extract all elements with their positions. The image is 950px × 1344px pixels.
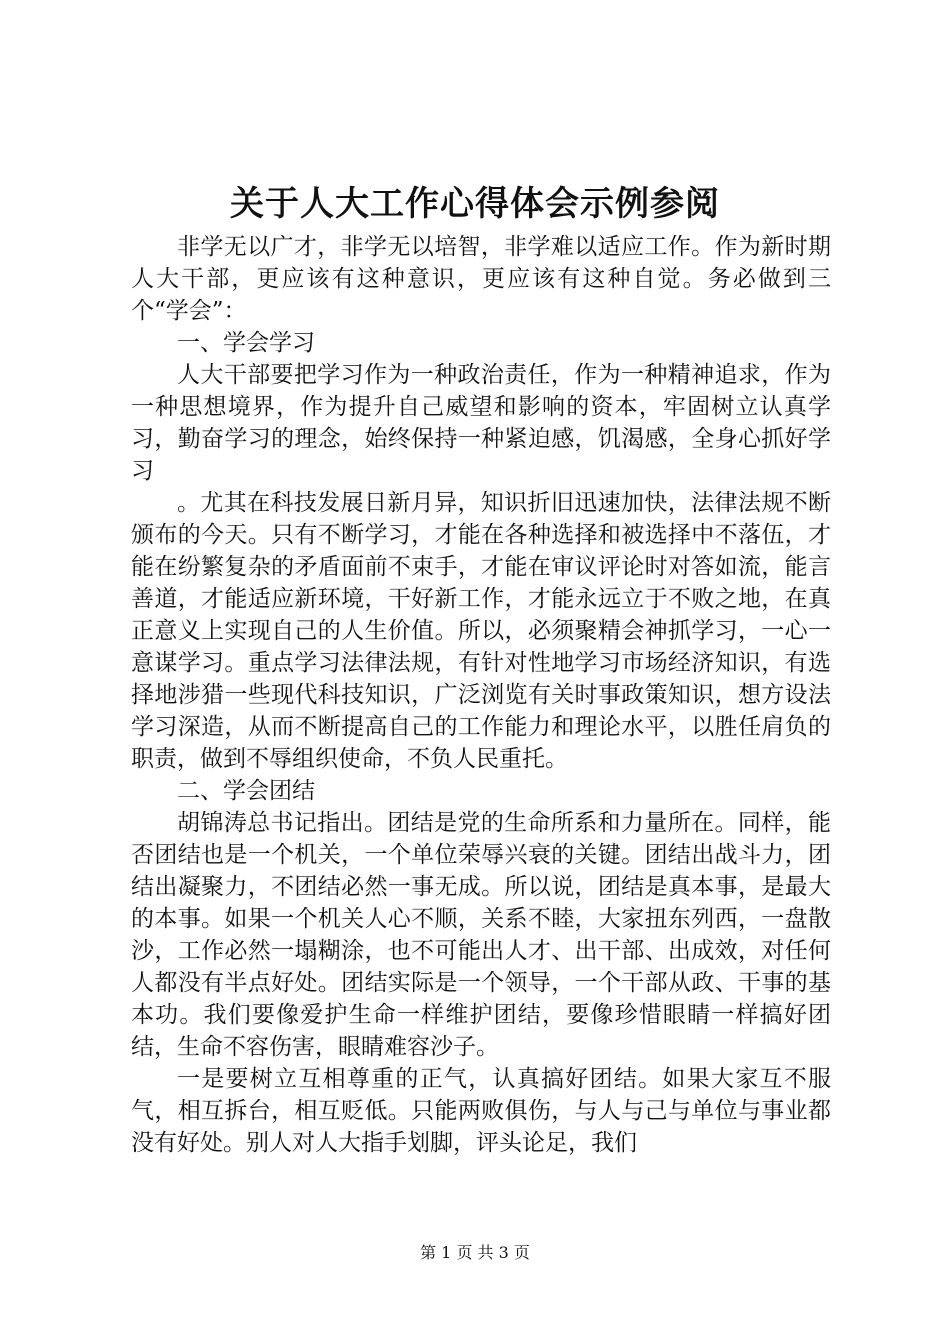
paragraph-unity-2: 一是要树立互相尊重的正气，认真搞好团结。如果大家互不服气，相互拆台，相互贬低。只能两败俱伤，与人与己与单位与事业都没有好处。别人对人大指手划脚，评头论足，我们 xyxy=(131,1066,831,1156)
paragraph-unity-1: 胡锦涛总书记指出。团结是党的生命所系和力量所在。同样，能否团结也是一个机关，一个单位荣辱兴衰的关键。团结出战斗力，团结出凝聚力，不团结必然一事无成。所以说，团结是真本事，是最大的本事。如果一个机关人心不顺，关系不睦，大家扭东列西，一盘散沙，工作必然一塌糊涂，也不可能出人才、出干部、出成效，对任何人都没有半点好处。团结实际是一个领导，一个干部从政、干事的基本功。我们要像爱护生命一样维护团结，要像珍惜眼睛一样搞好团结，生命不容伤害，眼睛难容沙子。 xyxy=(131,810,831,1060)
section-heading-unity: 二、学会团结 xyxy=(177,778,315,804)
document-body xyxy=(131,231,831,1159)
paragraph-learning-2: 。尤其在科技发展日新月异，知识折旧迅速加快，法律法规不断颁布的今天。只有不断学习，才能在各种选择和被选择中不落伍，才能在纷繁复杂的矛盾面前不束手，才能在审议评论时对答如流，能言善道，才能适应新环境，干好新工作，才能永远立于不败之地，在真正意义上实现自己的人生价值。所以，必须聚精会神抓学习，一心一意谋学习。重点学习法律法规，有针对性地学习市场经济知识，有选择地涉猎一些现代科技知识，广泛浏览有关时事政策知识，想方设法学习深造，从而不断提高自己的工作能力和理论水平，以胜任肩负的职责，做到不辱组织使命，不负人民重托。 xyxy=(131,490,831,772)
section-heading-learning: 一、学会学习 xyxy=(177,330,315,356)
paragraph-learning-1: 人大干部要把学习作为一种政治责任，作为一种精神追求，作为一种思想境界，作为提升自己威望和影响的资本，牢固树立认真学习，勤奋学习的理念，始终保持一种紧迫感，饥渴感，全身心抓好学习 xyxy=(131,362,831,484)
document-title: 关于人大工作心得体会示例参阅 xyxy=(230,184,720,224)
paragraph-intro: 非学无以广才，非学无以培智，非学难以适应工作。作为新时期人大干部，更应该有这种意识，更应该有这种自觉。务必做到三个“学会”： xyxy=(131,234,831,324)
page-footer: 第 1 页 共 3 页 xyxy=(420,1243,530,1262)
